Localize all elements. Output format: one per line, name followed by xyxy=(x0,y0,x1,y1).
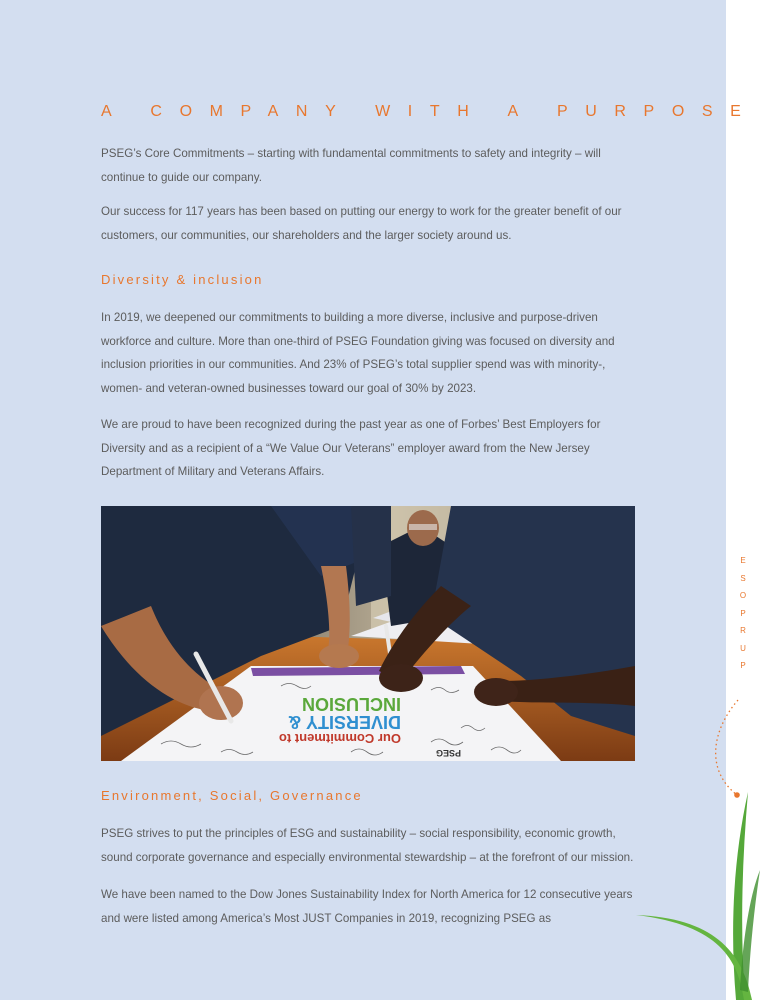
side-letter: U xyxy=(740,643,746,653)
diversity-paragraph-2: We are proud to have been recognized during the past year as one of Forbes’ Best Employers for Diversity and as a recipient of a “We Value Our Veterans” employer award from the New Jersey Department of Military and Veterans Affairs. xyxy=(101,418,601,478)
esg-heading: Environment, Social, Governance xyxy=(101,788,363,803)
side-letter: P xyxy=(740,608,746,618)
side-letter: E xyxy=(740,556,746,565)
diversity-heading: Diversity & inclusion xyxy=(101,272,264,287)
poster-line-2: DIVERSITY & xyxy=(288,712,401,732)
esg-paragraph-2: We have been named to the Dow Jones Sustainability Index for North America for 12 consecutive years and were listed among America’s Most JUST Companies in 2019, recognizing PSEG as xyxy=(101,888,633,925)
side-label-purpose xyxy=(737,552,749,675)
signing-photo xyxy=(101,506,635,761)
poster-line-1: Our Commitment to xyxy=(278,731,401,746)
poster-logo: PSEG xyxy=(435,748,461,758)
page-title: A COMPANY WITH A PURPOSE xyxy=(101,103,759,120)
intro-paragraph-2: Our success for 117 years has been based on putting our energy to work for the greater benefit of our customers, our communities, our shareholders and the larger society around us. xyxy=(101,205,622,242)
side-letter: R xyxy=(740,626,746,635)
esg-paragraph-1: PSEG strives to put the principles of ESG and sustainability – social responsibility, economic growth, sound corporate governance and especially environmental stewardship – at the forefront of our mission. xyxy=(101,827,634,864)
side-letter: P xyxy=(740,661,746,670)
side-margin xyxy=(726,0,768,1000)
intro-paragraph-1: PSEG’s Core Commitments – starting with fundamental commitments to safety and integrity – will continue to guide our company. xyxy=(101,147,601,184)
side-letter: S xyxy=(740,573,746,583)
poster-line-3: INCLUSION xyxy=(302,694,401,714)
diversity-paragraph-1: In 2019, we deepened our commitments to building a more diverse, inclusive and purpose-driven workforce and culture. More than one-third of PSEG Foundation giving was focused on diversity and inclusion priorities in our communities. And 23% of PSEG’s total supplier spend was with minority-, women- and veteran-owned businesses toward our goal of 30% by 2023. xyxy=(101,311,615,395)
side-letter: O xyxy=(739,591,747,600)
photo-illustration xyxy=(101,506,635,761)
